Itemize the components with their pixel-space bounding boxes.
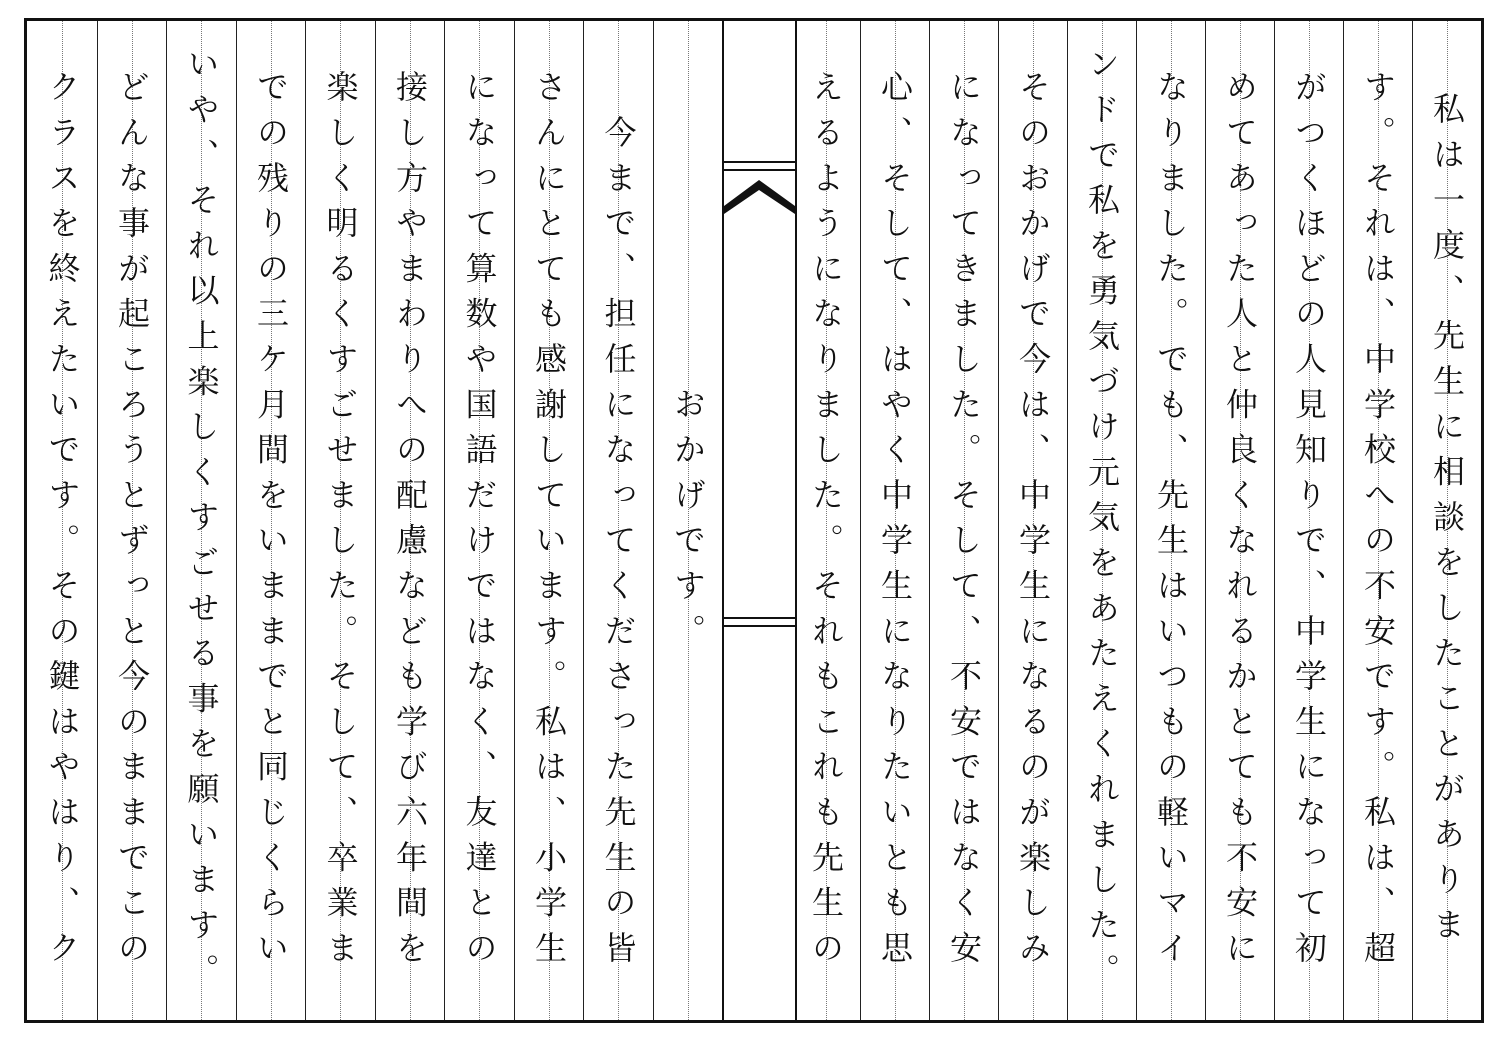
manuscript-column: [1205, 21, 1274, 1020]
column-text: どんな事が起ころうとずっと今のままでこの: [113, 69, 151, 976]
manuscript-column: [166, 21, 236, 1020]
left-page: [27, 21, 722, 1020]
column-text: での残りの三ケ月間をいままでと同じくらい: [252, 69, 290, 976]
column-text: そのおかげで今は、中学生になるのが楽しみ: [1014, 69, 1052, 976]
column-text: がつくほどの人見知りで、中学生になって初: [1290, 69, 1328, 976]
manuscript-column: [653, 21, 723, 1020]
column-text: めてあった人と仲良くなれるかとても不安に: [1221, 69, 1259, 976]
manuscript-sheet: [24, 18, 1484, 1023]
column-text: になって算数や国語だけではなく、友達との: [460, 69, 499, 976]
manuscript-column: [514, 21, 584, 1020]
manuscript-column: [1412, 21, 1481, 1020]
column-text: さんにとても感謝しています。私は、小学生: [530, 69, 568, 976]
manuscript-column: [236, 21, 306, 1020]
manuscript-column: [1274, 21, 1343, 1020]
manuscript-column: [27, 21, 97, 1020]
manuscript-column: [1067, 21, 1136, 1020]
spine-band: [724, 617, 795, 627]
column-text: クラスを終えたいです。その鍵はやはり、ク: [43, 69, 82, 976]
manuscript-column: [1343, 21, 1412, 1020]
spine-chevron-icon: [724, 176, 795, 216]
manuscript-column: [583, 21, 653, 1020]
manuscript-column: [860, 21, 929, 1020]
column-text: ンドで私を勇気づけ元気をあたえくれました。: [1083, 46, 1121, 999]
column-text: えるようになりました。それもこれも先生の: [807, 69, 845, 976]
column-text: 今まで、担任になってくださった先生の皆: [599, 69, 638, 976]
manuscript-column: [929, 21, 998, 1020]
manuscript-column: [791, 21, 860, 1020]
column-text: 心、そして、はやく中学生になりたいとも思: [876, 69, 914, 976]
right-page: [791, 21, 1481, 1020]
manuscript-column: [998, 21, 1067, 1020]
column-text: いや、それ以上楽しくすごせる事を願います。: [182, 46, 221, 999]
column-text: になってきました。そして、不安ではなく安: [945, 69, 983, 976]
manuscript-column: [305, 21, 375, 1020]
column-text: す。それは、中学校への不安です。私は、超: [1359, 69, 1397, 976]
manuscript-column: [1136, 21, 1205, 1020]
column-text: 私は一度、先生に相談をしたことがありま: [1428, 92, 1466, 953]
column-text: 接し方やまわりへの配慮なども学び六年間を: [391, 69, 429, 976]
spine-band: [724, 161, 795, 171]
manuscript-column: [97, 21, 167, 1020]
manuscript-column: [375, 21, 445, 1020]
column-text: 楽しく明るくすごせました。そして、卒業ま: [321, 69, 360, 976]
manuscript-column: [444, 21, 514, 1020]
column-text: なりました。でも、先生はいつもの軽いマイ: [1152, 69, 1190, 976]
column-text: おかげです。: [669, 386, 707, 659]
page-spine: [722, 21, 797, 1020]
